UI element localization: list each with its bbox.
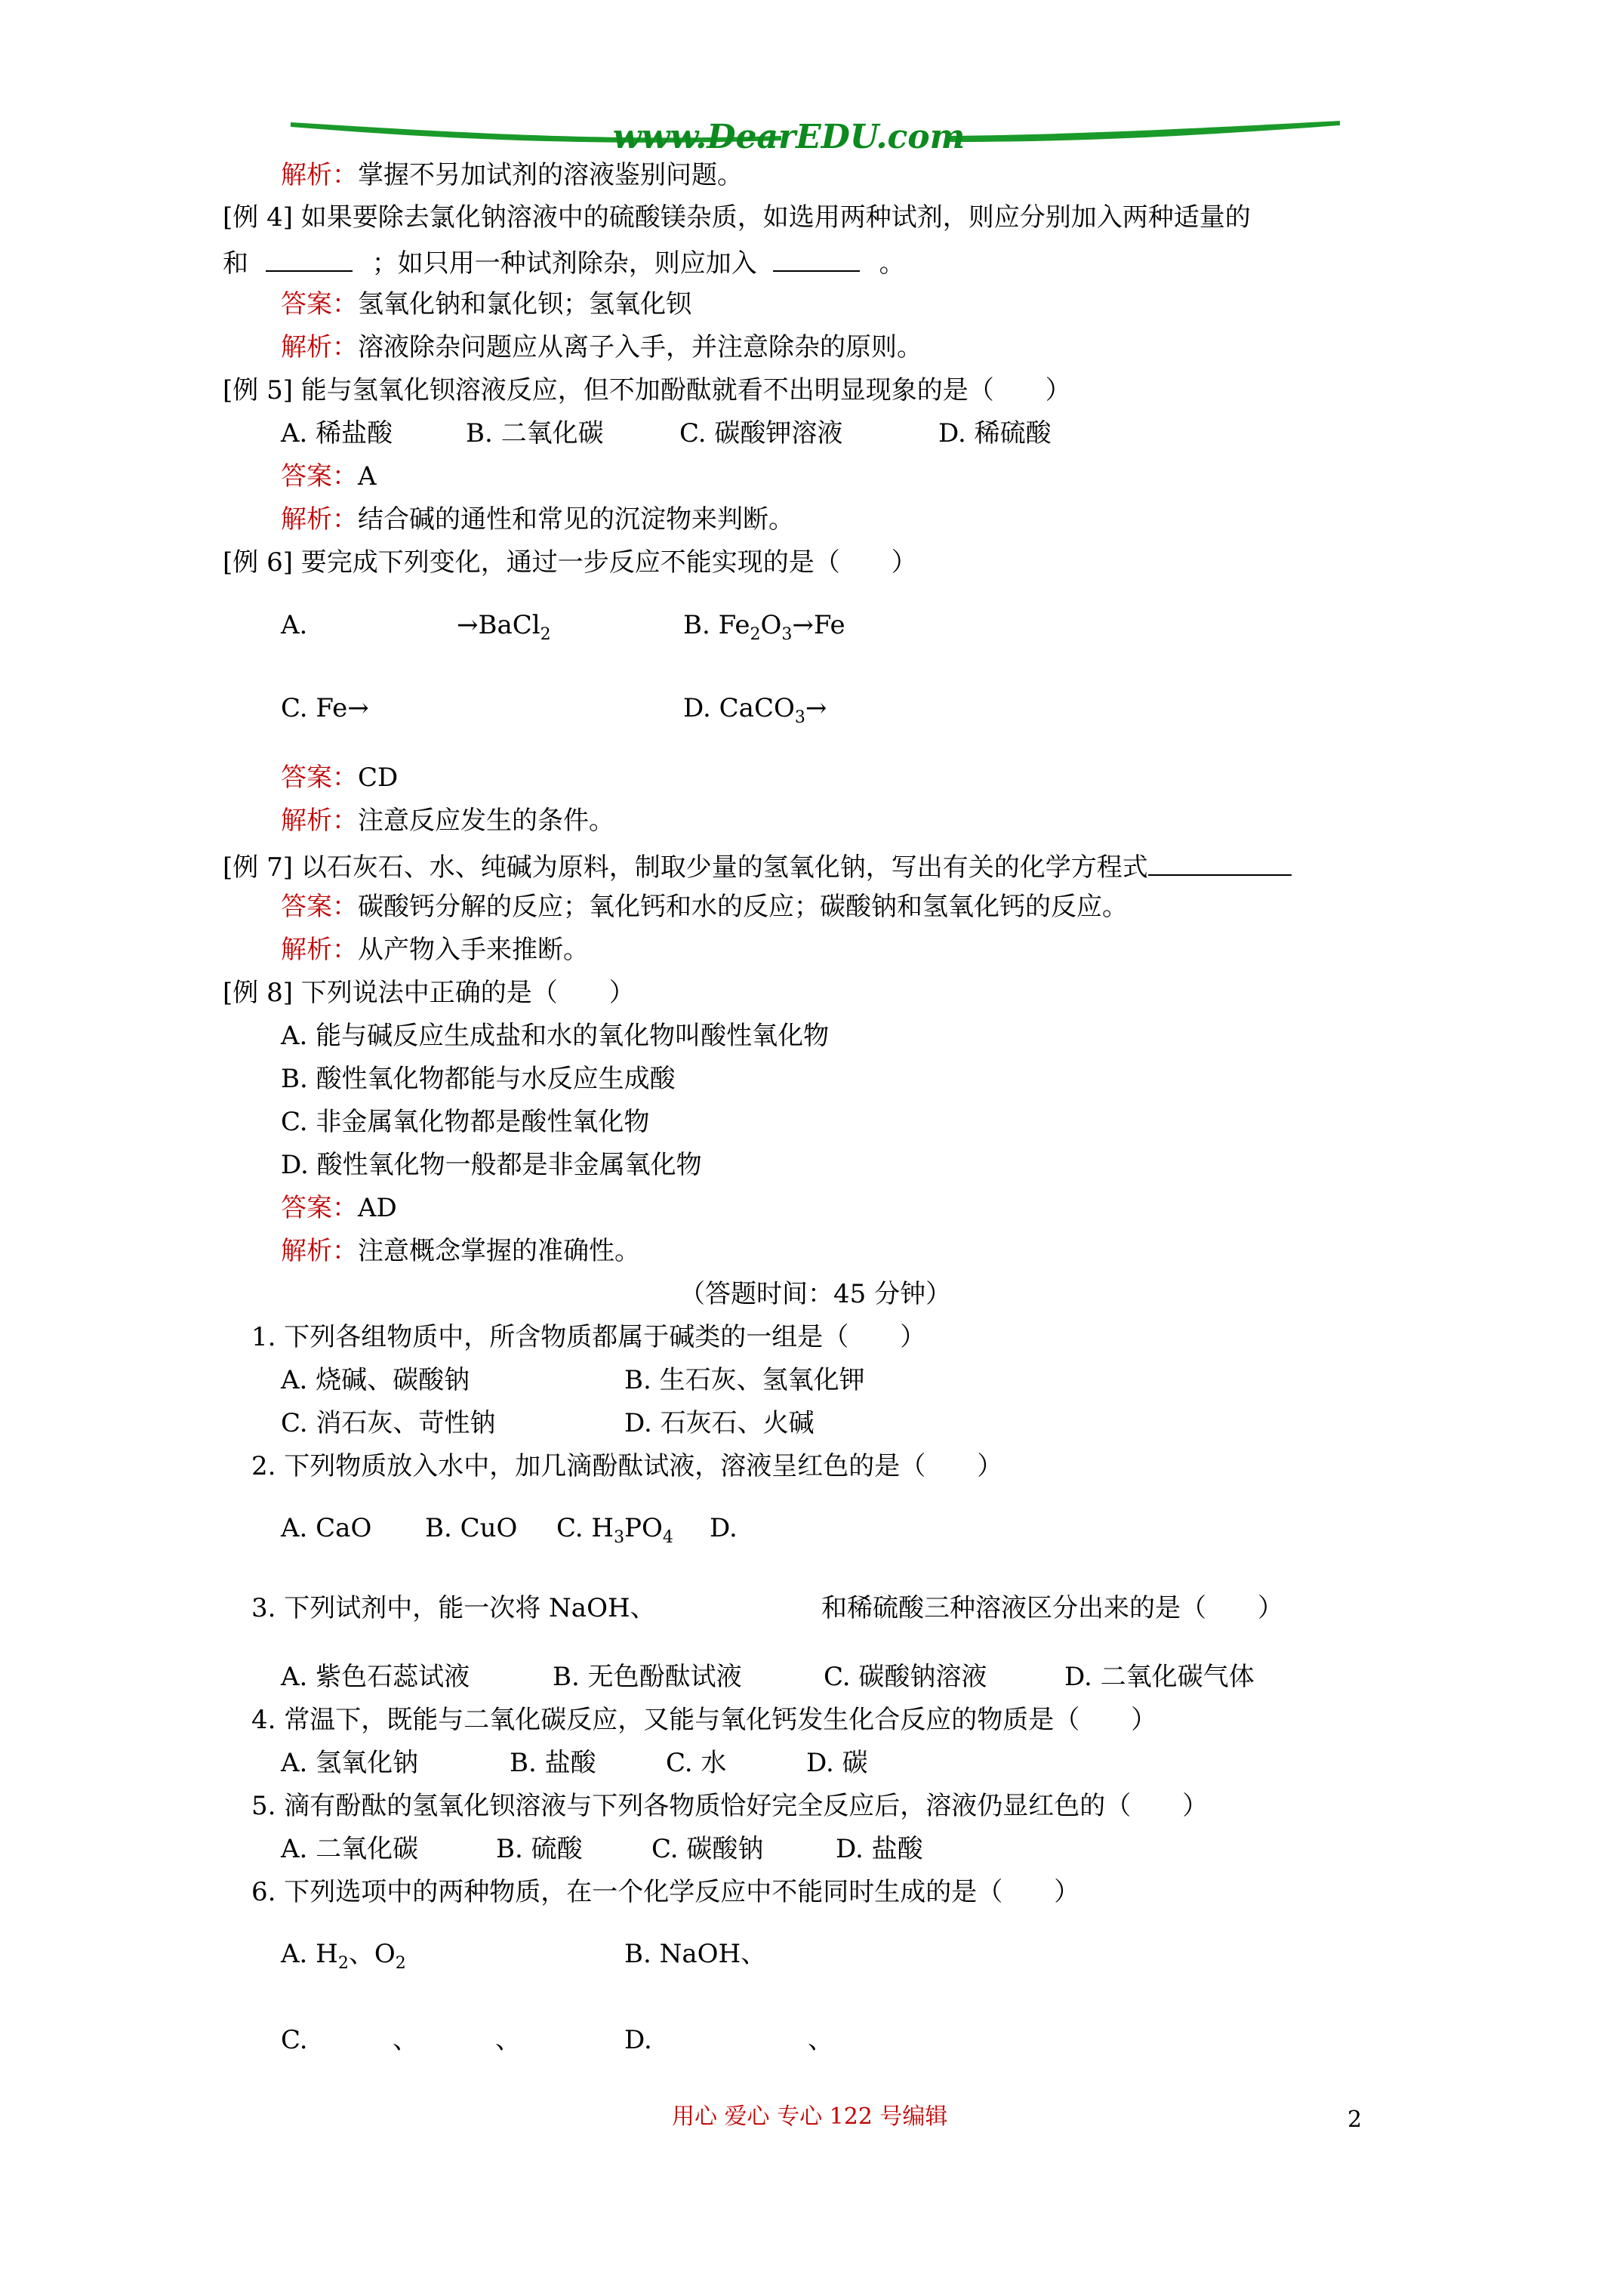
answer-text: AD	[358, 1193, 397, 1223]
analysis-label: 解析：	[281, 1236, 358, 1266]
ex4-answer-line	[281, 289, 691, 319]
q5-option-b: B. 硫酸	[496, 1834, 583, 1864]
ex5-analysis-line	[281, 504, 794, 535]
q5-question: 5. 滴有酚酞的氢氧化钡溶液与下列各物质恰好完全反应后，溶液仍显红色的（ ）	[251, 1791, 1209, 1821]
q6-option-a	[281, 1939, 406, 1979]
ex7-blank	[1148, 849, 1292, 876]
ex6-b-pre: B. Fe	[683, 610, 750, 640]
ex5-question: [例 5] 能与氢氧化钡溶液反应，但不加酚酞就看不出明显现象的是（ ）	[223, 375, 1071, 405]
ex4-text-c: 。	[879, 248, 905, 279]
q6-option-d-sep: 、	[808, 2025, 833, 2055]
q6-question: 6. 下列选项中的两种物质，在一个化学反应中不能同时生成的是（ ）	[251, 1877, 1080, 1907]
q2-option-d: D.	[710, 1513, 738, 1543]
q2-c-sub2: 4	[662, 1528, 673, 1547]
ex6-a-text: →BaCl	[457, 610, 540, 640]
q3-option-d: D. 二氧化碳气体	[1064, 1662, 1255, 1692]
ex6-option-c: C. Fe→	[281, 693, 369, 723]
ex5-option-d: D. 稀硫酸	[938, 418, 1052, 448]
ex5-option-b: B. 二氧化碳	[466, 418, 604, 448]
ex8-answer-line	[281, 1193, 397, 1223]
analysis-label: 解析：	[281, 504, 358, 535]
analysis-label: 解析：	[281, 806, 358, 836]
q1-option-d: D. 石灰石、火碱	[624, 1408, 815, 1438]
ex8-question: [例 8] 下列说法中正确的是（ ）	[223, 978, 635, 1008]
ex6-d-sub: 3	[794, 708, 805, 727]
ex6-a-sub: 2	[540, 625, 551, 644]
q3-option-a: A. 紫色石蕊试液	[281, 1662, 470, 1692]
q6-option-c-sep2: 、	[495, 2025, 521, 2055]
ex7-question	[223, 849, 1292, 883]
ex4-analysis-line	[281, 332, 922, 362]
analysis-label: 解析：	[281, 935, 358, 965]
q2-c-mid: PO	[624, 1513, 663, 1543]
ex8-option-b: B. 酸性氧化物都能与水反应生成酸	[281, 1064, 676, 1094]
q4-option-b: B. 盐酸	[510, 1748, 596, 1778]
analysis-text: 结合碱的通性和常见的沉淀物来判断。	[358, 504, 794, 535]
q2-c-pre: C. H	[556, 1513, 614, 1543]
q3-option-c: C. 碳酸钠溶液	[824, 1662, 987, 1692]
q3-question-part1: 3. 下列试剂中，能一次将 NaOH、	[251, 1593, 656, 1623]
q3-option-b: B. 无色酚酞试液	[553, 1662, 742, 1692]
ex7-analysis-line	[281, 935, 589, 965]
q1-option-a: A. 烧碱、碳酸钠	[281, 1365, 470, 1395]
ex6-b-sub1: 2	[750, 625, 761, 644]
ex6-answer-line	[281, 763, 398, 793]
q2-c-sub1: 3	[614, 1528, 625, 1547]
ex7-question-text: [例 7] 以石灰石、水、纯碱为原料，制取少量的氢氧化钠，写出有关的化学方程式	[223, 852, 1148, 883]
answer-label: 答案：	[281, 892, 358, 922]
answer-label: 答案：	[281, 461, 358, 492]
answer-label: 答案：	[281, 289, 358, 319]
time-note: （答题时间：45 分钟）	[679, 1279, 952, 1309]
ex6-b-mid: O	[760, 610, 782, 640]
ex6-d-post: →	[805, 693, 827, 723]
q1-option-c: C. 消石灰、苛性钠	[281, 1408, 496, 1438]
q1-option-b: B. 生石灰、氢氧化钾	[624, 1365, 865, 1395]
q6-option-d-label: D.	[624, 2025, 652, 2055]
q6-a-sub2: 2	[395, 1954, 406, 1973]
q4-question: 4. 常温下，既能与二氧化碳反应，又能与氧化钙发生化合反应的物质是（ ）	[251, 1705, 1157, 1735]
analysis-label: 解析：	[281, 332, 358, 362]
ex6-b-sub2: 3	[781, 625, 793, 644]
ex5-answer-line	[281, 461, 377, 492]
q1-question: 1. 下列各组物质中，所含物质都属于碱类的一组是（ ）	[251, 1322, 926, 1352]
q2-option-b: B. CuO	[425, 1513, 518, 1543]
q6-option-c-label: C.	[281, 2025, 308, 2055]
ex8-analysis-line	[281, 1236, 640, 1266]
analysis-text: 注意概念掌握的准确性。	[358, 1236, 640, 1266]
answer-text: 碳酸钙分解的反应；氧化钙和水的反应；碳酸钠和氢氧化钙的反应。	[358, 892, 1128, 922]
q6-a-pre: A. H	[281, 1939, 338, 1969]
answer-text: CD	[358, 763, 399, 793]
analysis-text: 溶液除杂问题应从离子入手，并注意除杂的原则。	[358, 332, 922, 362]
ex4-question-line2	[223, 246, 905, 279]
q5-option-c: C. 碳酸钠	[651, 1834, 764, 1864]
q6-option-b: B. NaOH、	[624, 1939, 767, 1969]
q2-option-a: A. CaO	[281, 1513, 372, 1543]
answer-text: A	[358, 461, 377, 492]
q6-option-c-sep1: 、	[393, 2025, 418, 2055]
q3-question-part2: 和稀硫酸三种溶液区分出来的是（ ）	[821, 1593, 1283, 1623]
analysis-text: 掌握不另加试剂的溶液鉴别问题。	[358, 160, 743, 190]
q4-option-a: A. 氢氧化钠	[281, 1748, 419, 1778]
ex4-blank-2	[773, 246, 860, 272]
answer-label: 答案：	[281, 1193, 358, 1223]
page-number: 2	[1347, 2106, 1363, 2133]
q6-a-sub1: 2	[337, 1954, 349, 1973]
answer-text: 氢氧化钠和氯化钡；氢氧化钡	[358, 289, 691, 319]
ex6-option-a-label: A.	[281, 610, 308, 640]
footer-text: 用心 爱心 专心 122 号编辑	[672, 2103, 948, 2130]
ex6-question: [例 6] 要完成下列变化，通过一步反应不能实现的是（ ）	[223, 547, 917, 578]
q5-option-d: D. 盐酸	[836, 1834, 923, 1864]
ex4-text-b: ；如只用一种试剂除杂，则应加入	[371, 248, 765, 279]
q4-option-d: D. 碳	[806, 1748, 868, 1778]
q6-a-mid: 、O	[348, 1939, 396, 1969]
analysis-text: 注意反应发生的条件。	[358, 806, 614, 836]
banner-right-swoosh	[947, 121, 1340, 142]
ex8-option-a: A. 能与碱反应生成盐和水的氧化物叫酸性氧化物	[281, 1021, 830, 1051]
analysis-text: 从产物入手来推断。	[358, 935, 589, 965]
ex6-d-pre: D. CaCO	[683, 693, 795, 723]
ex6-analysis-line	[281, 806, 614, 836]
ex6-option-b	[683, 610, 845, 650]
ex6-b-post: →Fe	[792, 610, 845, 640]
ex4-blank-1	[266, 246, 353, 272]
ex8-option-c: C. 非金属氧化物都是酸性氧化物	[281, 1107, 650, 1137]
q4-option-c: C. 水	[666, 1748, 727, 1778]
ex5-option-c: C. 碳酸钾溶液	[679, 418, 843, 448]
header-logo-text: www.DearEDU.com	[612, 118, 965, 156]
q2-option-c	[556, 1513, 673, 1553]
ex8-option-d: D. 酸性氧化物一般都是非金属氧化物	[281, 1150, 702, 1180]
ex3-analysis-line	[281, 160, 743, 190]
ex4-question-line1: [例 4] 如果要除去氯化钠溶液中的硫酸镁杂质，如选用两种试剂，则应分别加入两种适量的	[223, 202, 1251, 233]
analysis-label: 解析：	[281, 160, 358, 190]
header-logo-banner	[291, 113, 1340, 159]
q2-question: 2. 下列物质放入水中，加几滴酚酞试液，溶液呈红色的是（ ）	[251, 1451, 1003, 1481]
ex6-option-d	[683, 693, 827, 733]
ex7-answer-line	[281, 892, 1128, 922]
ex6-option-a-formula	[457, 610, 551, 650]
answer-label: 答案：	[281, 763, 358, 793]
q5-option-a: A. 二氧化碳	[281, 1834, 419, 1864]
ex5-option-a: A. 稀盐酸	[281, 418, 393, 448]
ex4-text-a: 和	[223, 248, 257, 279]
